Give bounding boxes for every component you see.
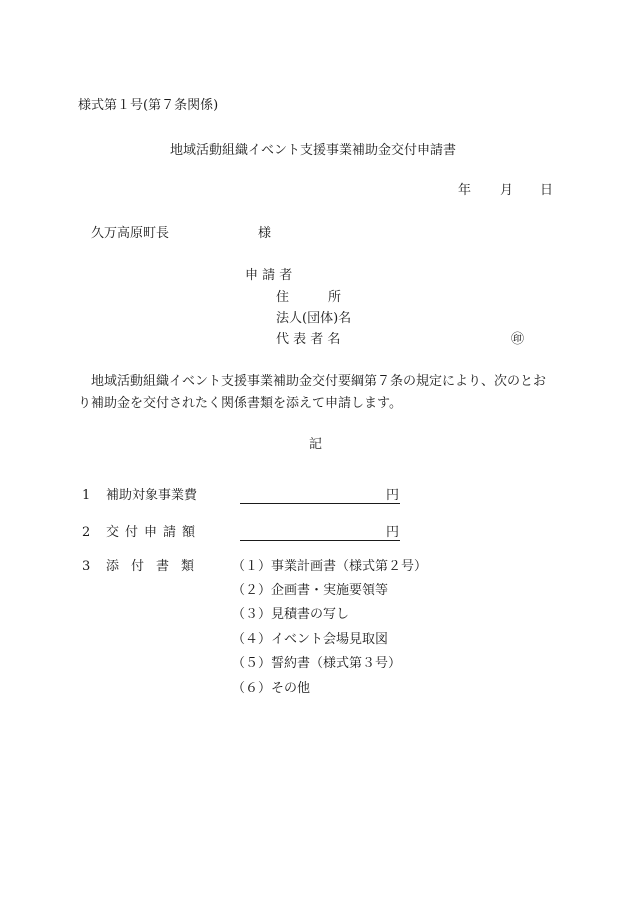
amount-blank-line	[240, 540, 400, 541]
attachment-item: （３）見積書の写し	[232, 607, 350, 622]
item-label: 交付申請額	[106, 525, 202, 540]
amount-blank-line	[240, 503, 400, 504]
form-number: 様式第１号(第７条関係)	[78, 98, 219, 113]
item-label: 補助対象事業費	[106, 488, 198, 503]
applicant-heading: 申 請 者	[245, 268, 293, 283]
yen-unit: 円	[386, 525, 400, 540]
body-paragraph: 地域活動組織イベント支援事業補助金交付要綱第７条の規定により、次のとおり補助金を交付されたく関係書類を添えて申請します。	[78, 374, 547, 411]
attachment-item: （５）誓約書（様式第３号）	[232, 656, 402, 671]
attachment-item: （１）事業計画書（様式第２号）	[232, 559, 428, 574]
date-month: 月	[500, 183, 514, 198]
item-number: 3	[82, 559, 91, 574]
yen-unit: 円	[386, 488, 400, 503]
date-day: 日	[540, 183, 554, 198]
address-label: 住 所	[276, 290, 342, 305]
document-title: 地域活動組織イベント支援事業補助金交付申請書	[170, 143, 457, 158]
addressee-name: 久万高原町長	[91, 226, 170, 241]
organization-name-label: 法人(団体)名	[276, 311, 352, 326]
attachments-label: 添付書類	[106, 559, 207, 574]
attachment-item: （４）イベント会場見取図	[232, 632, 389, 647]
date-year: 年	[458, 183, 472, 198]
item-number: 2	[82, 525, 91, 540]
attachment-item: （６）その他	[232, 681, 311, 696]
seal-mark: ㊞	[511, 332, 525, 347]
addressee-honorific: 様	[258, 226, 272, 241]
item-number: 1	[82, 488, 91, 503]
representative-name-label: 代 表 者 名	[276, 332, 341, 347]
ki-heading: 記	[309, 437, 323, 452]
attachment-item: （２）企画書・実施要領等	[232, 583, 389, 598]
